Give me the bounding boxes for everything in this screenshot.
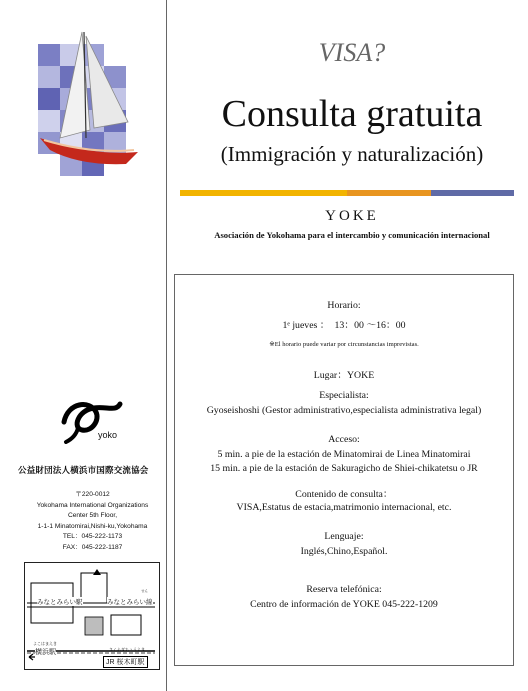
address-block xyxy=(20,490,165,553)
org-name-japanese: 公益財団法人横浜市国際交流協会 xyxy=(18,465,149,475)
address-line-2: Center 5th Floor, xyxy=(67,512,118,519)
lenguaje-label: Lenguaje: xyxy=(324,531,364,542)
address-line-1: Yokohama International Organizations xyxy=(36,501,149,509)
reserva-value: Centro de información de YOKE 045-222-1209 xyxy=(250,599,438,610)
especialista-label: Especialista: xyxy=(319,390,369,401)
lugar: Lugar：YOKE xyxy=(313,370,375,381)
lenguaje-value: Inglés,Chino,Español. xyxy=(300,546,388,557)
telephone: TEL：045-222-1173 xyxy=(62,533,123,540)
horario-note: ※El horario puede variar por circunstancias imprevistas. xyxy=(269,341,419,348)
color-bars xyxy=(180,190,514,196)
page-subtitle: (Immigración y naturalización) xyxy=(220,142,484,166)
access-map xyxy=(24,562,160,670)
map-line-minatomirai: みなとみらい線 xyxy=(107,599,153,606)
color-bar-orange xyxy=(347,190,431,196)
acceso-label: Acceso: xyxy=(328,434,360,445)
contenido-label: Contenido de consulta： xyxy=(295,489,393,500)
map-station-minatomirai: みなとみらい駅 xyxy=(37,599,83,606)
contenido-value: VISA,Estatus de estacia,matrimonio internacional, etc. xyxy=(236,502,452,513)
color-bar-blue xyxy=(431,190,515,196)
map-station-sakuragicho: JR 桜木町駅 xyxy=(103,656,148,668)
org-full-name: Asociación de Yokohama para el intercambio y comunicación internacional xyxy=(214,230,490,240)
color-bar-yellow xyxy=(180,190,347,196)
sailboat-logo xyxy=(30,30,140,190)
especialista-value: Gyoseishoshi (Gestor administrativo,especialista administrativa legal) xyxy=(206,405,482,416)
address-line-3: 1-1-1 Minatomirai,Nishi-ku,Yokohama xyxy=(37,522,148,530)
map-kana-sakuragicho: さくらぎちょうえき xyxy=(109,647,145,652)
map-kana-yokohama: よこはまえき xyxy=(33,641,57,646)
horario-value: 1ᵉ jueves ： 13：00 ～16：00 xyxy=(282,320,406,331)
postal-code: 〒220-0012 xyxy=(75,491,110,498)
horario-label: Horario: xyxy=(327,300,361,311)
map-station-yokohama: 横浜駅 xyxy=(35,649,56,656)
fax: FAX：045-222-1187 xyxy=(62,543,123,551)
map-kana-sen: せん xyxy=(141,589,148,593)
acceso-line-2: 15 min. a pie de la estación de Sakuragicho de Shiei-chikatetsu o JR xyxy=(210,463,478,474)
reserva-label: Reserva telefónica: xyxy=(306,584,382,595)
org-short-name: YOKE xyxy=(325,208,379,224)
acceso-line-1: 5 min. a pie de la estación de Minatomirai de Linea Minatomirai xyxy=(217,449,471,460)
page-title: Consulta gratuita xyxy=(221,93,483,135)
yoko-logo-text: yoko xyxy=(98,430,118,440)
yoko-logo xyxy=(58,398,128,444)
vertical-divider xyxy=(166,0,167,691)
visa-heading: VISA? xyxy=(318,38,386,67)
